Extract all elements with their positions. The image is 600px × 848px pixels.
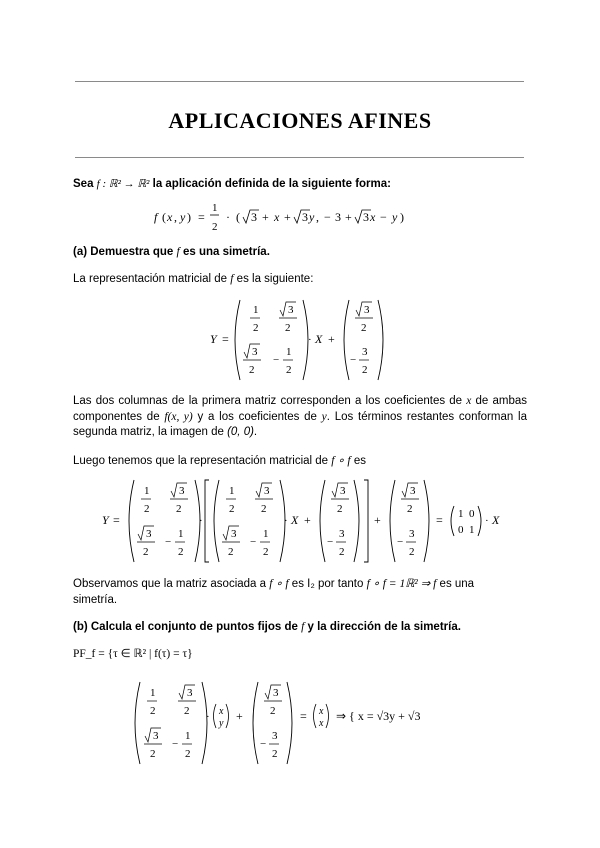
svg-text:x: x	[370, 210, 376, 224]
luego-line	[73, 454, 366, 469]
svg-text:y: y	[392, 210, 398, 224]
svg-text:3: 3	[409, 528, 415, 540]
svg-text:3: 3	[252, 346, 258, 358]
svg-text:3: 3	[362, 346, 368, 358]
paragraph-end: .	[253, 426, 258, 438]
top-rule	[75, 81, 524, 82]
svg-text:3: 3	[264, 485, 270, 497]
svg-text:(: (	[236, 210, 240, 224]
paragraph-part-2: de ambas componentes de	[73, 395, 527, 423]
svg-text:(: (	[162, 210, 166, 224]
part-a-heading-end: es una simetría.	[182, 246, 270, 258]
obs-symbol: f ∘ f	[269, 578, 289, 590]
svg-text:x: x	[274, 210, 280, 224]
part-a-heading-symbol: f	[176, 246, 180, 258]
svg-text:3: 3	[146, 528, 152, 540]
svg-text:2: 2	[178, 546, 184, 558]
paragraph-origin: (0, 0)	[227, 426, 254, 438]
svg-text:3: 3	[288, 304, 294, 316]
part-a-heading	[73, 245, 270, 260]
svg-text:x: x	[219, 706, 224, 717]
svg-text:2: 2	[229, 503, 235, 515]
luego-start: Luego tenemos que la representación matricial de	[73, 455, 329, 467]
svg-text:1: 1	[178, 528, 184, 540]
svg-text:3: 3	[410, 485, 416, 497]
paragraph-part-3: y a los coeficientes de	[197, 410, 317, 423]
svg-text:x: x	[167, 210, 173, 224]
fixed-points-equation	[130, 678, 510, 768]
svg-text:3: 3	[340, 485, 346, 497]
svg-text:0: 0	[458, 524, 464, 536]
svg-text:3: 3	[272, 730, 278, 742]
part-a-heading-start: (a) Demuestra que	[73, 246, 174, 258]
svg-text:2: 2	[272, 748, 278, 760]
svg-text:+: +	[304, 513, 311, 527]
svg-text:2: 2	[176, 503, 182, 515]
svg-text:=: =	[198, 210, 205, 224]
luego-end: es	[353, 455, 366, 467]
paragraph-part-1: Las dos columnas de la primera matriz corresponden a los coeficientes de	[73, 395, 463, 407]
paragraph-y: y	[321, 410, 327, 423]
svg-text:1: 1	[253, 304, 259, 316]
svg-text:1: 1	[229, 485, 235, 497]
paragraph-part-4: . Los términos restantes conforman la segunda matriz, la imagen de	[73, 410, 527, 438]
svg-text:1: 1	[150, 687, 156, 699]
definition-formula	[148, 200, 468, 236]
svg-text:): )	[187, 210, 191, 224]
svg-text:3: 3	[273, 687, 279, 699]
svg-text:=: =	[436, 513, 443, 527]
svg-text:−: −	[250, 536, 257, 548]
explanation-paragraph	[73, 394, 527, 441]
svg-text:2: 2	[150, 705, 156, 717]
svg-text:1: 1	[212, 202, 218, 214]
rep-line-symbol: f	[230, 273, 234, 285]
formula-text	[148, 200, 149, 201]
svg-text:1: 1	[144, 485, 150, 497]
luego-symbol: f ∘ f	[331, 455, 351, 467]
svg-text:3: 3	[364, 304, 370, 316]
svg-text:·: ·	[308, 334, 312, 346]
title-rule	[75, 157, 524, 158]
svg-text:3: 3	[231, 528, 237, 540]
obs-implication: f ∘ f = 1ℝ² ⇒ f	[366, 578, 437, 590]
page-title: APLICACIONES AFINES	[168, 108, 432, 133]
svg-text:+: +	[284, 210, 291, 224]
svg-text:1: 1	[286, 346, 292, 358]
representation-line	[73, 272, 313, 287]
svg-text:2: 2	[212, 221, 218, 233]
intro-sea: Sea	[73, 178, 94, 190]
svg-text:+: +	[236, 709, 243, 723]
svg-text:3: 3	[339, 528, 345, 540]
svg-text:2: 2	[249, 364, 255, 376]
intro-map: f : ℝ² → ℝ²	[96, 178, 150, 190]
svg-text:X: X	[315, 332, 323, 346]
svg-text:2: 2	[337, 503, 343, 515]
paragraph-fxy: f(x, y)	[164, 410, 193, 423]
svg-text:2: 2	[361, 322, 367, 334]
part-b-heading-start: (b) Calcula el conjunto de puntos fijos de	[73, 621, 298, 633]
svg-text:2: 2	[228, 546, 234, 558]
fixed-points-set: PF_f = {τ ∈ ℝ² | f(τ) = τ}	[73, 648, 193, 660]
svg-text:2: 2	[253, 322, 259, 334]
svg-text:−: −	[260, 738, 267, 750]
svg-text:=: =	[113, 513, 120, 527]
part-b-heading-end: y la dirección de la simetría.	[307, 621, 461, 633]
svg-text:3: 3	[153, 730, 159, 742]
svg-text:2: 2	[143, 546, 149, 558]
svg-text:f: f	[154, 210, 158, 224]
svg-text:+: +	[374, 513, 381, 527]
obs-end: es una	[439, 578, 475, 590]
svg-text:1: 1	[185, 730, 191, 742]
svg-text:2: 2	[150, 748, 156, 760]
part-b-heading	[73, 620, 461, 635]
svg-text:3: 3	[251, 210, 257, 224]
obs-mid: es I₂ por tanto	[291, 578, 364, 590]
svg-text:y: y	[219, 718, 224, 729]
svg-text:2: 2	[285, 322, 291, 334]
svg-text:3: 3	[363, 210, 369, 224]
svg-text:x: x	[319, 718, 324, 729]
observation-line	[73, 577, 474, 592]
svg-text:,: ,	[316, 210, 319, 224]
svg-text:1: 1	[263, 528, 269, 540]
svg-text:2: 2	[261, 503, 267, 515]
svg-text:y: y	[180, 210, 186, 224]
svg-text:2: 2	[407, 503, 413, 515]
svg-text:−: −	[380, 210, 387, 224]
svg-text:+: +	[262, 210, 269, 224]
svg-text:2: 2	[263, 546, 269, 558]
svg-text:+: +	[345, 210, 352, 224]
svg-text:2: 2	[184, 705, 190, 717]
svg-text:1: 1	[469, 524, 475, 536]
svg-text:+: +	[328, 332, 335, 346]
svg-text:): )	[400, 210, 404, 224]
svg-text:1: 1	[458, 508, 464, 520]
paragraph-x: x	[466, 395, 472, 407]
svg-text:2: 2	[144, 503, 150, 515]
svg-text:2: 2	[286, 364, 292, 376]
obs-start: Observamos que la matriz asociada a	[73, 578, 267, 590]
formula-svg	[148, 200, 468, 236]
svg-text:x: x	[319, 706, 324, 717]
svg-text:,: ,	[174, 210, 177, 224]
svg-text:y: y	[309, 210, 315, 224]
svg-text:−: −	[397, 536, 404, 548]
rep-line-start: La representación matricial de	[73, 273, 228, 285]
svg-text:·: ·	[284, 515, 288, 527]
svg-text:=: =	[300, 709, 307, 723]
svg-text:2: 2	[362, 364, 368, 376]
svg-text:2: 2	[270, 705, 276, 717]
svg-text:·: ·	[226, 210, 230, 224]
fixed-points-result: ⇒ { x = √3y + √3	[336, 709, 421, 723]
svg-text:0: 0	[469, 508, 475, 520]
svg-text:·: ·	[206, 711, 210, 723]
composition-equation	[98, 476, 518, 566]
svg-text:3: 3	[302, 210, 308, 224]
svg-text:·: ·	[199, 515, 203, 527]
rep-line-end: es la siguiente:	[236, 273, 314, 285]
part-b-heading-symbol: f	[301, 621, 305, 633]
svg-text:X: X	[492, 513, 500, 527]
svg-text:−: −	[172, 738, 179, 750]
svg-text:−: −	[165, 536, 172, 548]
svg-text:Y: Y	[210, 332, 217, 346]
svg-text:−: −	[327, 536, 334, 548]
observation-line-2: simetría.	[73, 594, 118, 606]
svg-text:−: −	[273, 354, 280, 366]
svg-text:3: 3	[187, 687, 193, 699]
svg-text:−: −	[324, 210, 331, 224]
svg-text:X: X	[291, 513, 299, 527]
svg-text:·: ·	[485, 515, 489, 527]
svg-text:3: 3	[335, 210, 341, 224]
intro-text: la aplicación definida de la siguiente forma:	[152, 178, 391, 190]
svg-text:2: 2	[409, 546, 415, 558]
svg-text:Y: Y	[102, 513, 109, 527]
svg-text:2: 2	[185, 748, 191, 760]
intro-line	[73, 177, 391, 192]
matrix-equation-f	[200, 296, 400, 384]
svg-text:=: =	[222, 332, 229, 346]
svg-text:2: 2	[339, 546, 345, 558]
svg-text:−: −	[350, 354, 357, 366]
svg-text:3: 3	[179, 485, 185, 497]
